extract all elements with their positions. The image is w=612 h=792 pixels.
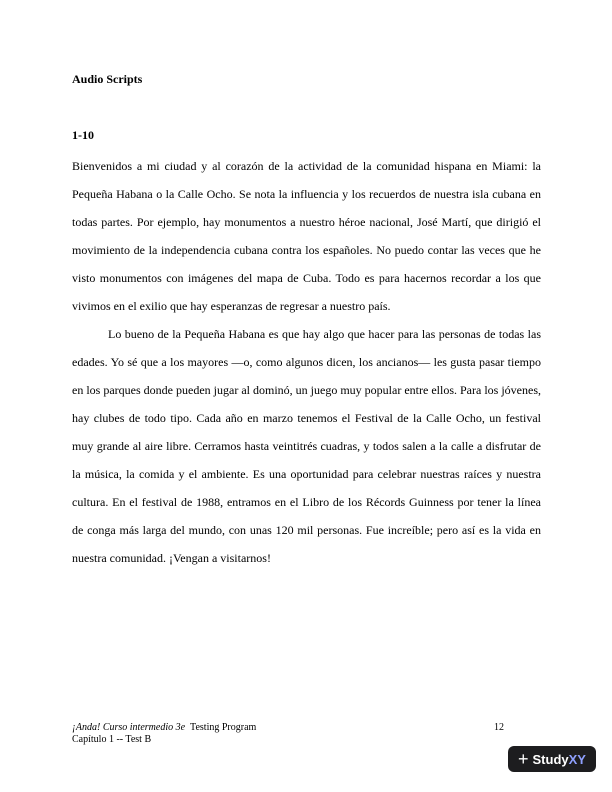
footer-book-title: ¡Anda! Curso intermedio 3e: [72, 722, 186, 733]
paragraph: Bienvenidos a mi ciudad y al corazón de la actividad de la comunidad hispana en Miami: la Pequeña Habana o la Calle Ocho. Se nota la influencia y los recuerdos de nuestra isla cubana en todas partes. Por ejemplo, hay monumentos a nuestro héroe nacional, José Martí, que dirigió el movimiento de la independencia cubana contra los españoles. No puedo contar las veces que he visto monumentos con imágenes del mapa de Cuba. Todo es para hacernos recordar a los que vivimos en el exilio que hay esperanzas de regresar a nuestro país.: [72, 159, 541, 313]
footer-program: Testing Program: [190, 722, 257, 733]
section-number: 1-10: [72, 128, 94, 142]
logo-text-main: Study: [532, 751, 569, 767]
audio-script-body: [72, 152, 541, 572]
page-footer: [72, 722, 504, 746]
plus-icon: +: [518, 749, 529, 769]
paragraph: Lo bueno de la Pequeña Habana es que hay algo que hacer para las personas de todas las edades. Yo sé que a los mayores —o, como algunos dicen, los ancianos— les gusta pasar tiempo en los parques donde pueden jugar al dominó, un juego muy popular entre ellos. Para los jóvenes, hay clubes de todo tipo. Cada año en marzo tenemos el Festival de la Calle Ocho, un festival muy grande al aire libre. Cerramos hasta veintitrés cuadras, y todos salen a la calle a disfrutar de la música, la comida y el ambiente. Es una oportunidad para celebrar nuestras raíces y nuestra cultura. En el festival de 1988, entramos en el Libro de los Récords Guinness por tener la línea de conga más larga del mundo, con unas 120 mil personas. Fue increíble; pero así es la vida en nuestra comunidad. ¡Vengan a visitarnos!: [72, 327, 541, 565]
logo-text-accent: XY: [568, 751, 586, 767]
document-title: Audio Scripts: [72, 72, 143, 86]
studyxy-logo: [508, 746, 596, 772]
page-number: 12: [494, 722, 504, 733]
footer-chapter: Capítulo 1 -- Test B: [72, 734, 152, 745]
footer-line-1: [72, 722, 504, 734]
